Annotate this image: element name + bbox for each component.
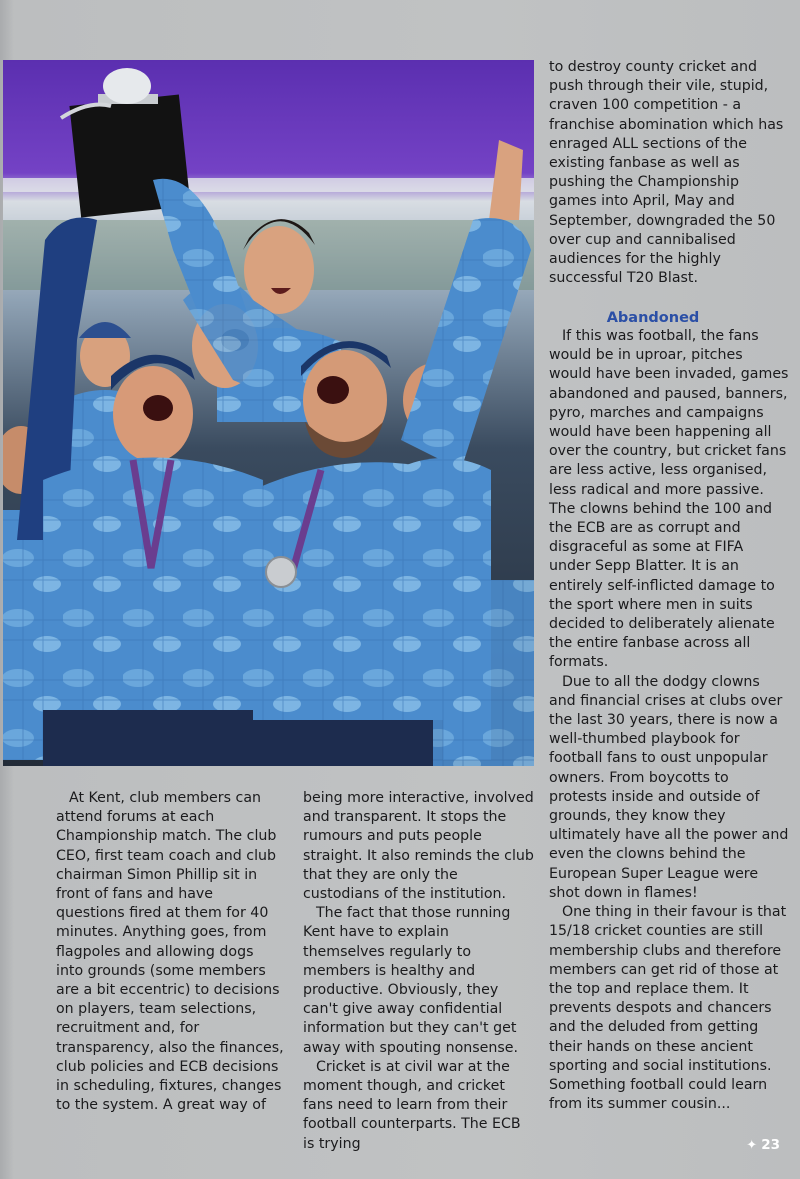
article-column-2 [303,789,535,1154]
abandoned-section [549,327,789,1114]
page-footer [746,1137,780,1153]
article-paragraph: Cricket is at civil war at the moment though, and cricket fans need to learn from their football counterparts. The ECB is trying [303,1058,521,1152]
article-column-1 [56,789,284,1115]
section-heading: Abandoned [606,310,700,326]
article-paragraph: The fact that those running Kent have to explain themselves regularly to members is healthy and productive. Obviously, they can't give away confidential information but they can't get away with spouting nonsense. [303,905,518,1056]
fox-icon: ✦ [746,1137,758,1153]
article-continuation [549,58,789,288]
article-paragraph: Due to all the dodgy clowns and financial crises at clubs over the last 30 years, there is now a well-thumbed playbook for football fans to oust unpopular owners. From boycotts to protests inside and outside of grounds, they know they ultimately have all the power and even the clowns behind the European Super League were shot down in flames! [549,673,789,901]
article-paragraph: to destroy county cricket and push through their vile, stupid, craven 100 competition - a franchise abomination which has enraged ALL sections of the existing fanbase as well as pushing the Championship games into April, May and September, downgraded the 50 over cup and cannibalised audiences for the highly successful T20 Blast. [549,59,784,287]
article-paragraph: If this was football, the fans would be in uproar, pitches would have been invaded, games abandoned and paused, banners, pyro, marches and campaigns would have been happening all over the country, but cricket fans are less active, less organised, less radical and more passive. The clowns behind the 100 and the ECB are as corrupt and disgraceful as some at FIFA under Sepp Blatter. It is an entirely self-inflicted damage to the sport where men in suits decided to deliberately alienate the entire fanbase across all formats. [549,328,789,671]
article-paragraph: One thing in their favour is that 15/18 cricket counties are still membership clubs and therefore members can get rid of those at the top and replace them. It prevents despots and chancers and the deluded from getting their hands on these ancient sporting and social institutions. Something football could learn from its summer cousin... [549,904,787,1113]
team-celebration-photo [3,60,534,766]
page-number: 23 [761,1137,780,1153]
article-paragraph: being more interactive, involved and transparent. It stops the rumours and puts people straight. It also reminds the club that they are only the custodians of the institution. [303,790,534,903]
article-paragraph: At Kent, club members can attend forums at each Championship match. The club CEO, first team coach and club chairman Simon Phillip sit in front of fans and have questions fired at them for 40 minutes. Anything goes, from flagpoles and allowing dogs into grounds (some members are a bit eccentric) to decisions on players, team selections, recruitment and, for transparency, also the finances, club policies and ECB decisions in scheduling, fixtures, changes to the system. A great way of [56,790,284,1114]
